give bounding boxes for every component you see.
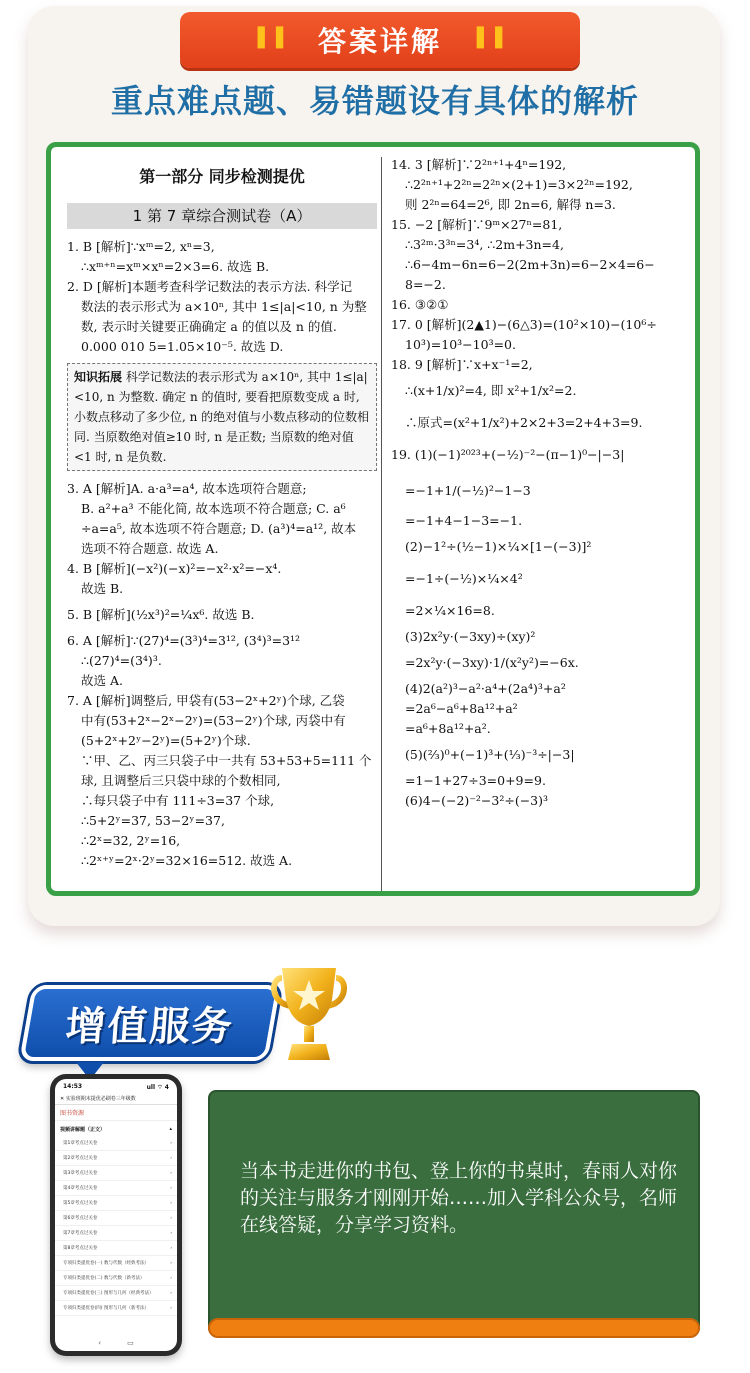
answer-line: 选项不符合题意. 故选 A. [81,541,219,556]
answer-line: 中有(53+2ˣ−2ˣ−2ʸ)=(53−2ʸ)个球, 丙袋中有 [81,713,346,728]
chevron-right-icon: › [170,1306,172,1311]
resource-item[interactable] [55,1136,177,1151]
chevron-right-icon: › [170,1231,172,1236]
answer-line: ∴2ˣ⁺ʸ=2ˣ·2ʸ=32×16=512. 故选 A. [81,853,293,868]
answer-line: ∴xᵐ⁺ⁿ=xᵐ×xⁿ=2×3=6. 故选 B. [81,259,270,274]
quote-right-icon: ❚❚ [471,24,508,49]
chevron-right-icon: › [170,1261,172,1266]
answer-line: 1. B [解析]∵xᵐ=2, xⁿ=3, [67,239,215,254]
answer-line: ÷a=a⁵, 故本选项不符合题意; D. (a³)⁴=a¹², 故本 [81,521,357,536]
answer-line: (6)4−(−2)⁻²−3²÷(−3)³ [405,793,549,808]
resource-title: 图书资源 [55,1105,177,1121]
knowledge-box-text: 科学记数法的表示形式为 a×10ⁿ, 其中 1≤|a|<10, n 为整数. 确定 n 的值时, 要看把原数变成 a 时, 小数点移动了多少位, n 的绝对值与小数点移动的位数相同. 当原数绝对值≥10 时, n 是正数; 当原数的绝对值<1 时, n 是负数. [74,370,370,464]
service-description: 当本书走进你的书包、登上你的书桌时，春雨人对你的关注与服务才刚刚开始……加入学科公众号，名师在线答疑，分享学习资料。 [240,1160,678,1236]
answer-line: =2×¼×16=8. [405,603,495,618]
chevron-up-icon: ▴ [169,1126,172,1132]
answer-line: =a⁶+8a¹²+a². [405,721,491,736]
phone-nav-bar [55,1093,177,1105]
banner-title: 答案详解 [317,25,442,58]
resource-item[interactable] [55,1196,177,1211]
resource-item[interactable] [55,1256,177,1271]
resource-item[interactable] [55,1226,177,1241]
chevron-right-icon: › [170,1201,172,1206]
resource-item-label: 专项归类提优卷(三) 图形与几何（经典考法） [63,1291,154,1296]
answer-line: 则 2²ⁿ=64=2⁶, 即 2n=6, 解得 n=3. [405,197,616,212]
answer-line: B. a²+a³ 不能化简, 故本选项不符合题意; C. a⁶ [81,501,346,516]
chapter-title: 1 第 7 章综合测试卷（A） [67,203,377,229]
resource-item-label: 第4章考点过关卷 [63,1186,98,1191]
answer-line: (5+2ˣ+2ʸ−2ʸ)=(5+2ʸ)个球. [81,733,251,748]
answer-line: 16. ③②① [391,297,449,312]
resource-item-label: 专项归类提优卷(一) 数与代数（经典考法） [63,1261,149,1266]
answer-line: ∴每只袋子中有 111÷3=37 个球, [81,793,275,808]
resource-item-label: 专项归类提优卷(二) 数与代数（新考法） [63,1276,145,1281]
answer-line: =2x²y·(−3xy)·1/(x²y²)=−6x. [405,655,579,670]
answer-line: ∴3²ᵐ·3³ⁿ=3⁴, ∴2m+3n=4, [405,237,564,252]
trophy-icon [268,960,350,1070]
answer-line: 0.000 010 5=1.05×10⁻⁵. 故选 D. [81,339,284,354]
answer-line: (3)2x²y·(−3xy)÷(xy)² [405,629,536,644]
headline: 重点难点题、易错题设有具体的解析 [110,82,639,120]
chevron-right-icon: › [170,1291,172,1296]
resource-group[interactable] [55,1121,177,1136]
resource-item-label: 第1章考点过关卷 [63,1141,98,1146]
answer-line: 6. A [解析]∵(27)⁴=(3³)⁴=3¹², (3⁴)³=3¹² [67,633,301,648]
resource-group-label: 视频讲解题（正文） [60,1127,106,1133]
answer-line: 球, 且调整后三只袋中球的个数相同, [81,773,281,788]
answer-line: 15. −2 [解析]∵9ᵐ×27ⁿ=81, [391,217,563,232]
answer-line: 数法的表示形式为 a×10ⁿ, 其中 1≤|a|<10, n 为整 [81,299,367,314]
column-divider [381,157,382,892]
resource-item-label: 第3章考点过关卷 [63,1171,98,1176]
phone-mockup [50,1074,182,1356]
service-title: 增值服务 [64,1003,236,1050]
chevron-right-icon: › [170,1186,172,1191]
answer-line: ∴6−4m−6n=6−2(2m+3n)=6−2×4=6− [405,257,655,272]
status-bar [55,1079,177,1093]
chevron-right-icon: › [170,1141,172,1146]
resource-item[interactable] [55,1286,177,1301]
resource-item-label: 第8章考点过关卷 [63,1246,98,1251]
resource-item-label: 第2章考点过关卷 [63,1156,98,1161]
answer-line: ∴原式=(x²+1/x²)+2×2+3=2+4+3=9. [405,415,643,430]
answer-line: 19. (1)(−1)²⁰²³+(−½)⁻²−(π−1)⁰−|−3| [391,447,625,462]
answer-line: ∴5+2ʸ=37, 53−2ʸ=37, [81,813,225,828]
answer-line: =2a⁶−a⁶+8a¹²+a² [405,701,518,716]
answer-line: ∴(x+1/x)²=4, 即 x²+1/x²=2. [405,383,577,398]
answer-line: =1−1+27÷3=0+9=9. [405,773,546,788]
answer-line: 3. A [解析]A. a·a³=a⁴, 故本选项符合题意; [67,481,307,496]
answer-line: 10³)=10³−10³=0. [405,337,516,352]
answer-line: 2. D [解析]本题考查科学记数法的表示方法. 科学记 [67,279,353,294]
resource-item-label: 第5章考点过关卷 [63,1201,98,1206]
answer-line: ∴2²ⁿ⁺¹+2²ⁿ=2²ⁿ×(2+1)=3×2²ⁿ=192, [405,177,633,192]
status-icons: ull ⌔ 4 [146,1084,169,1091]
part-title: 第一部分 同步检测提优 [139,167,305,186]
chalkboard [208,1090,700,1336]
answer-line: =−1÷(−½)×¼×4² [405,571,523,586]
home-icon[interactable]: ▭ [127,1339,134,1347]
answer-line: ∴2ˣ=32, 2ʸ=16, [81,833,181,848]
chevron-right-icon: › [170,1276,172,1281]
status-time: 14:53 [63,1083,83,1090]
answer-line: =−1+1/(−½)²−1−3 [405,483,531,498]
resource-item[interactable] [55,1211,177,1226]
back-icon[interactable]: ‹ [98,1339,102,1347]
chevron-right-icon: › [170,1171,172,1176]
close-icon[interactable]: ✕ [60,1096,66,1102]
resource-item[interactable] [55,1241,177,1256]
answer-page-sample [46,142,700,896]
knowledge-box [67,363,377,471]
answer-line: =−1+4−1−3=−1. [405,513,523,528]
chevron-right-icon: › [170,1216,172,1221]
chalkboard-ledge [208,1318,700,1338]
chevron-right-icon: › [170,1156,172,1161]
resource-item[interactable] [55,1301,177,1316]
answer-line: (4)2(a²)³−a²·a⁴+(2a⁴)³+a² [405,681,566,696]
resource-item-label: 第6章考点过关卷 [63,1216,98,1221]
answer-line: ∴(27)⁴=(3⁴)³. [81,653,162,668]
resource-item[interactable] [55,1166,177,1181]
chevron-right-icon: › [170,1246,172,1251]
knowledge-box-title: 知识拓展 [74,370,123,384]
resource-item[interactable] [55,1151,177,1166]
phone-screen [55,1079,177,1351]
answer-line: 8=−2. [405,277,446,292]
answer-line: (2)−1²÷(½−1)×¼×[1−(−3)]² [405,539,592,554]
answer-line: 18. 9 [解析]∵x+x⁻¹=2, [391,357,533,372]
resource-item[interactable] [55,1271,177,1286]
right-column [391,147,697,811]
resource-item-label: 第7章考点过关卷 [63,1231,98,1236]
answer-line: 7. A [解析]调整后, 甲袋有(53−2ˣ+2ʸ)个球, 乙袋 [67,693,345,708]
answer-line: 故选 B. [81,581,124,596]
answer-line: 故选 A. [81,673,123,688]
phone-nav-title: 实验班期末提优必刷卷三年级数 [65,1096,136,1102]
answer-banner [180,12,580,68]
answer-line: (5)(⅔)⁰+(−1)³+(⅓)⁻³÷|−3| [405,747,575,762]
answer-line: 4. B [解析](−x²)(−x)²=−x²·x²=−x⁴. [67,561,282,576]
answer-line: 5. B [解析](½x³)²=¼x⁶. 故选 B. [67,607,255,622]
answer-line: ∵甲、乙、丙三只袋子中一共有 53+53+5=111 个 [81,753,372,768]
value-added-service-badge [19,985,280,1061]
resource-item-label: 专项归类提优卷(四) 图形与几何（新考法） [63,1306,149,1311]
left-column [67,147,377,871]
answer-line: 数, 表示时关键要正确确定 a 的值以及 n 的值. [81,319,337,334]
answer-line: 17. 0 [解析](2▲1)−(6△3)=(10²×10)−(10⁶÷ [391,317,657,332]
resource-item[interactable] [55,1181,177,1196]
answer-line: 14. 3 [解析]∵2²ⁿ⁺¹+4ⁿ=192, [391,157,567,172]
phone-home-bar [55,1339,177,1347]
quote-left-icon: ❚❚ [252,24,289,49]
